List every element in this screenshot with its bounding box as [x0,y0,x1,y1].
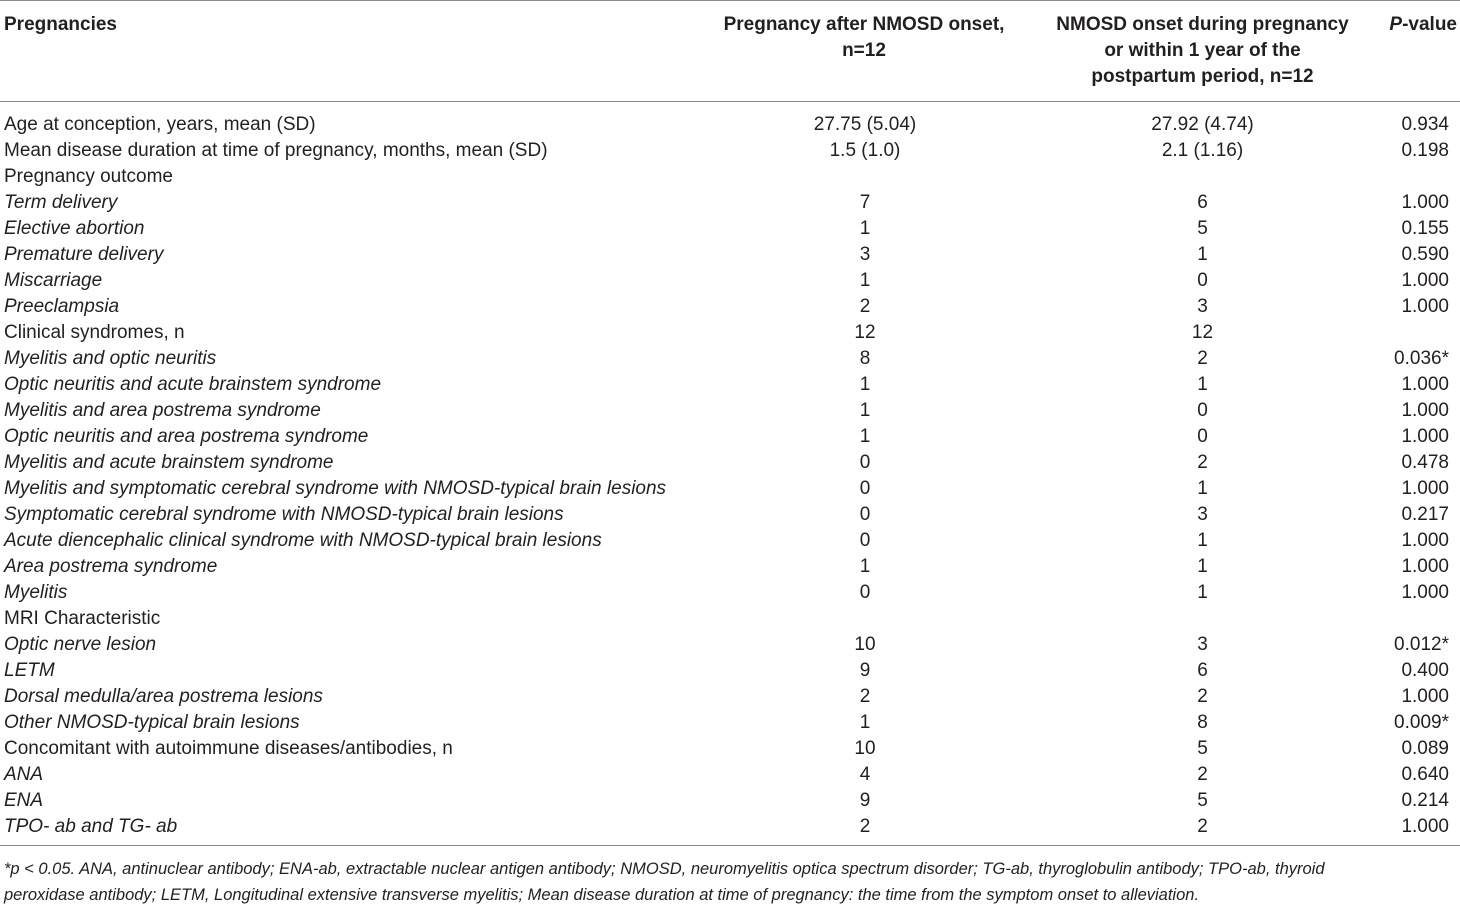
value-after-onset: 10 [854,738,876,759]
value-after-onset: 9 [859,790,871,811]
value-after-onset: 8 [859,348,871,369]
value-after-onset: 7 [859,192,871,213]
value-onset-during-pregnancy: 1 [1197,582,1208,603]
value-after-onset: 1 [859,712,871,733]
value-after-onset: 27.75 (5.04) [813,114,917,135]
p-value: 0.478 [1401,452,1449,473]
value-onset-during-pregnancy: 8 [1197,712,1208,733]
value-after-onset: 1 [859,218,871,239]
row-label: Premature delivery [4,244,164,265]
footnote-line: peroxidase antibody; LETM, Longitudinal extensive transverse myelitis; Mean disease duration at time of pregnancy: the time from the symptom onset to alleviation. [4,886,1200,904]
table-row [0,580,1460,606]
value-after-onset: 0 [859,504,871,525]
p-value: 1.000 [1401,686,1449,707]
table-row [0,242,1460,268]
value-after-onset: 2 [859,816,871,837]
value-after-onset: 1.5 (1.0) [829,140,901,161]
table-row [0,502,1460,528]
row-label: Clinical syndromes, n [4,322,185,343]
p-value: 0.400 [1401,660,1449,681]
header-p-value: P-value [1389,14,1457,35]
value-after-onset: 4 [859,764,871,785]
p-value: 1.000 [1401,816,1449,837]
row-label: Myelitis [4,582,68,603]
table-footnote [4,856,1458,908]
table-row [0,554,1460,580]
table-row [0,424,1460,450]
value-after-onset: 1 [859,556,871,577]
table-row [0,216,1460,242]
value-after-onset: 12 [854,322,876,343]
table-row [0,788,1460,814]
table-top-rule [0,0,1460,1]
p-value: 1.000 [1401,426,1449,447]
value-onset-during-pregnancy: 3 [1197,296,1208,317]
table-row [0,606,1460,632]
p-value: 0.155 [1401,218,1449,239]
value-after-onset: 0 [859,478,871,499]
p-value: 1.000 [1401,582,1449,603]
p-value: 0.934 [1401,114,1449,135]
row-label: Mean disease duration at time of pregnancy, months, mean (SD) [4,140,548,161]
row-label: Age at conception, years, mean (SD) [4,114,316,135]
table-row [0,398,1460,424]
value-onset-during-pregnancy: 2 [1197,686,1208,707]
row-label: Concomitant with autoimmune diseases/antibodies, n [4,738,453,759]
value-onset-during-pregnancy: 3 [1197,634,1208,655]
p-value: 0.198 [1401,140,1449,161]
table-row [0,762,1460,788]
row-label: Other NMOSD-typical brain lesions [4,712,300,733]
row-label: Optic neuritis and area postrema syndrome [4,426,369,447]
value-onset-during-pregnancy: 1 [1197,556,1208,577]
value-onset-during-pregnancy: 5 [1197,218,1208,239]
p-value: 0.217 [1401,504,1449,525]
value-onset-during-pregnancy: 1 [1197,374,1208,395]
p-value: 0.009* [1394,712,1449,733]
value-after-onset: 0 [859,582,871,603]
value-onset-during-pregnancy: 0 [1197,426,1208,447]
row-label: ANA [4,764,44,785]
row-label: Optic neuritis and acute brainstem syndrome [4,374,382,395]
table-row [0,372,1460,398]
p-value: 1.000 [1401,400,1449,421]
table-body [0,112,1460,840]
table-row [0,268,1460,294]
row-label: Preeclampsia [4,296,120,317]
row-label: TPO- ab and TG- ab [4,816,178,837]
value-after-onset: 1 [859,374,871,395]
row-label: LETM [4,660,55,681]
table-row [0,528,1460,554]
value-after-onset: 3 [859,244,871,265]
value-onset-during-pregnancy: 12 [1191,322,1214,343]
value-onset-during-pregnancy: 6 [1197,660,1208,681]
value-after-onset: 0 [859,452,871,473]
value-onset-during-pregnancy: 2 [1197,764,1208,785]
table-row [0,736,1460,762]
value-onset-during-pregnancy: 27.92 (4.74) [1151,114,1254,135]
p-value: 1.000 [1401,270,1449,291]
value-after-onset: 0 [859,530,871,551]
value-onset-during-pregnancy: 5 [1197,790,1208,811]
value-onset-during-pregnancy: 2 [1197,452,1208,473]
row-label: MRI Characteristic [4,608,161,629]
row-label: Acute diencephalic clinical syndrome with NMOSD-typical brain lesions [4,530,602,551]
p-value: 0.089 [1401,738,1449,759]
value-onset-during-pregnancy: 2.1 (1.16) [1161,140,1244,161]
table-bottom-rule [0,845,1460,846]
row-label: Myelitis and area postrema syndrome [4,400,321,421]
footnote-line: *p < 0.05. ANA, antinuclear antibody; ENA-ab, extractable nuclear antigen antibody; NMOSD, neuromyelitis optica spectrum disorder; TG-ab, thyroglobulin antibody; TPO-ab, thyroid [4,860,1325,878]
row-label: Symptomatic cerebral syndrome with NMOSD-typical brain lesions [4,504,564,525]
row-label: Term delivery [4,192,118,213]
value-after-onset: 2 [859,686,871,707]
table-row [0,476,1460,502]
p-value: 1.000 [1401,478,1449,499]
table-row [0,658,1460,684]
table-row [0,190,1460,216]
p-value: 1.000 [1401,556,1449,577]
row-label: Dorsal medulla/area postrema lesions [4,686,323,707]
row-label: Pregnancy outcome [4,166,173,187]
value-onset-during-pregnancy: 2 [1197,348,1208,369]
table-row [0,632,1460,658]
row-label: Myelitis and acute brainstem syndrome [4,452,334,473]
p-value: 1.000 [1401,374,1449,395]
header-onset-during-pregnancy: NMOSD onset during pregnancy or within 1 year of the postpartum period, n=12 [1056,14,1349,87]
header-pregnancy-after-onset: Pregnancy after NMOSD onset, n=12 [723,14,1005,61]
value-after-onset: 1 [859,400,871,421]
row-label: ENA [4,790,44,811]
value-after-onset: 1 [859,426,871,447]
value-after-onset: 10 [854,634,876,655]
table-row [0,346,1460,372]
table-row [0,112,1460,138]
value-onset-during-pregnancy: 6 [1197,192,1208,213]
value-after-onset: 2 [859,296,871,317]
table-row [0,450,1460,476]
value-onset-during-pregnancy: 1 [1197,530,1208,551]
table-row [0,684,1460,710]
p-value: 0.640 [1401,764,1449,785]
p-value: 1.000 [1401,296,1449,317]
value-onset-during-pregnancy: 0 [1197,270,1208,291]
value-onset-during-pregnancy: 5 [1197,738,1208,759]
table-row [0,320,1460,346]
value-onset-during-pregnancy: 1 [1197,244,1208,265]
p-value: 1.000 [1401,530,1449,551]
row-label: Myelitis and optic neuritis [4,348,217,369]
p-value: 0.590 [1401,244,1449,265]
table-row [0,294,1460,320]
table-row [0,814,1460,840]
table-row [0,710,1460,736]
row-label: Area postrema syndrome [4,556,218,577]
value-onset-during-pregnancy: 2 [1197,816,1208,837]
row-label: Optic nerve lesion [4,634,157,655]
header-pregnancies: Pregnancies [4,14,117,35]
value-onset-during-pregnancy: 1 [1197,478,1208,499]
table-header-rule [0,101,1460,102]
value-onset-during-pregnancy: 0 [1197,400,1208,421]
p-value: 0.012* [1394,634,1449,655]
table-row [0,138,1460,164]
table-row [0,164,1460,190]
row-label: Elective abortion [4,218,145,239]
value-after-onset: 1 [859,270,871,291]
p-value: 0.214 [1401,790,1449,811]
value-after-onset: 9 [859,660,871,681]
value-onset-during-pregnancy: 3 [1197,504,1208,525]
row-label: Myelitis and symptomatic cerebral syndrome with NMOSD-typical brain lesions [4,478,667,499]
p-value: 0.036* [1394,348,1449,369]
row-label: Miscarriage [4,270,103,291]
p-value: 1.000 [1401,192,1449,213]
